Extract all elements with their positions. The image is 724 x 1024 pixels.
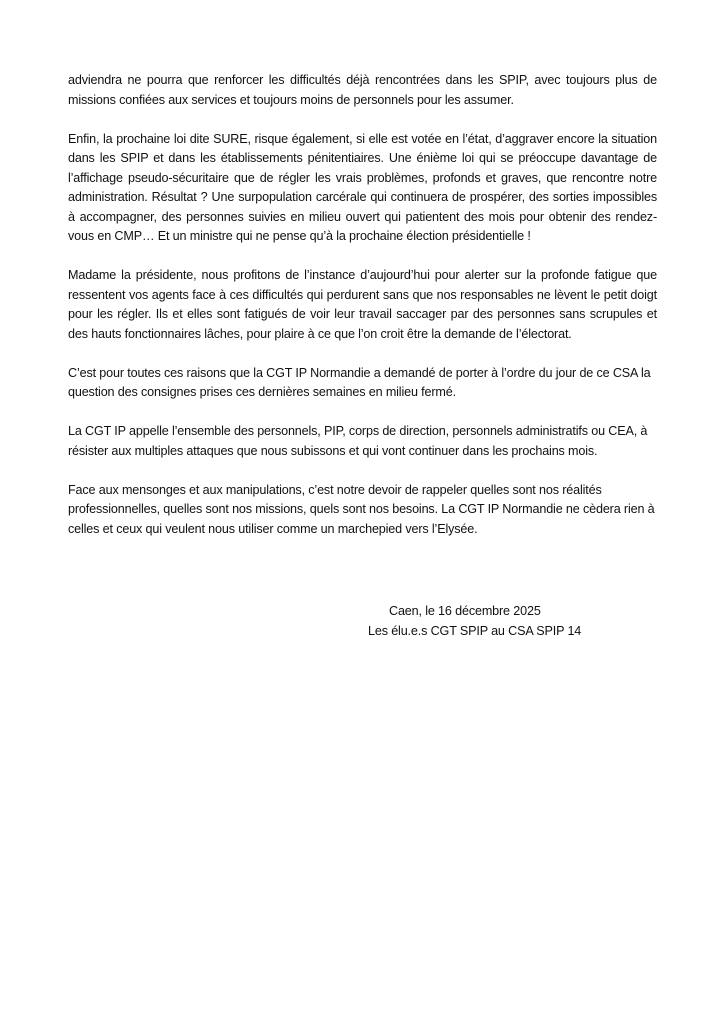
document-body [68, 71, 657, 559]
paragraph-loi-sure: Enfin, la prochaine loi dite SURE, risque également, si elle est votée en l’état, d’aggraver encore la situation dans les SPIP et dans les établissements pénitentiaires. Une énième loi qui se préoccupe davantage de l’affichage pseudo-sécuritaire que de régler les vrais problèmes, profonds et graves, que rencontre notre administration. Résultat ? Une surpopulation carcérale qui continuera de prospérer, des sorties impossibles à accompagner, des personnes suivies en milieu ouvert qui patientent des mois pour obtenir des rendez-vous en CMP… Et un ministre qui ne pense qu’à la prochaine élection présidentielle ! [68, 131, 657, 243]
paragraph-appel-personnels: La CGT IP appelle l’ensemble des personnels, PIP, corps de direction, personnels administratifs ou CEA, à résister aux multiples attaques que nous subissons et qui vont continuer dans les prochains mois. [68, 424, 648, 458]
signature-block [368, 602, 581, 641]
signature-signatories: Les élu.e.s CGT SPIP au CSA SPIP 14 [368, 623, 582, 638]
signature-place-date: Caen, le 16 décembre 2025 [389, 604, 541, 618]
paragraph-continuation: adviendra ne pourra que renforcer les difficultés déjà rencontrées dans les SPIP, avec toujours plus de missions confiées aux services et toujours moins de personnels pour les assumer. [68, 73, 657, 107]
paragraph-conclusion: Face aux mensonges et aux manipulations, c’est notre devoir de rappeler quelles sont nos réalités professionnelles, quelles sont nos missions, quels sont nos besoins. La CGT IP Normandie ne cèdera rien à celles et ceux qui veulent nous utiliser comme un marchepied vers l’Elysée. [68, 482, 655, 536]
paragraph-madame-la-presidente: Madame la présidente, nous profitons de l’instance d’aujourd’hui pour alerter sur la profonde fatigue que ressentent vos agents face à ces difficultés qui perdurent sans que nos responsables ne lèvent le petit doigt pour les régler. Ils et elles sont fatigués de voir leur travail saccager par des personnes sans scrupules et des hauts fonctionnaires lâches, pour plaire à ce que l’on croit être la demande de l’électorat. [68, 268, 657, 341]
paragraph-ordre-du-jour: C’est pour toutes ces raisons que la CGT IP Normandie a demandé de porter à l’ordre du jour de ce CSA la question des consignes prises ces dernières semaines en milieu fermé. [68, 365, 651, 399]
